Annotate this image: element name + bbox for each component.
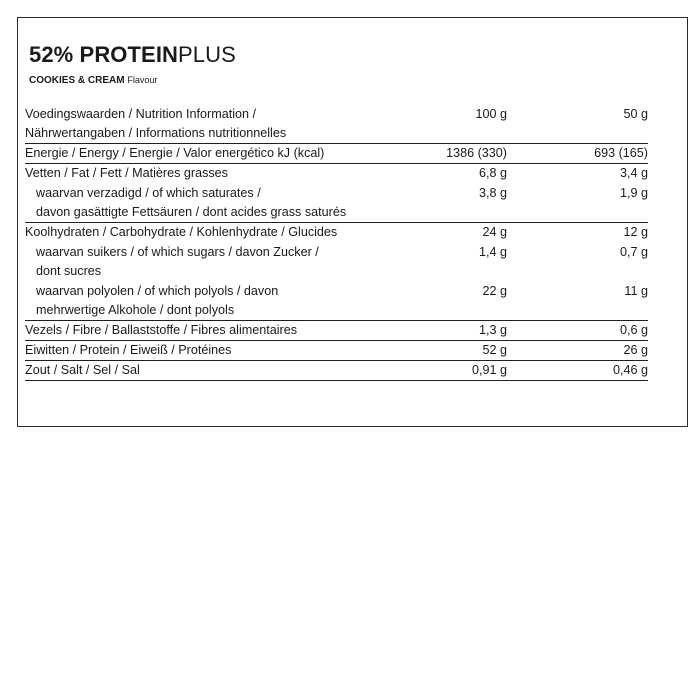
row-value-50g: 693 (165)	[594, 146, 648, 160]
table-row-fat	[25, 164, 648, 184]
product-title-regular: PLUS	[178, 42, 236, 67]
row-label-line1: Energie / Energy / Energie / Valor energético kJ (kcal)	[25, 146, 325, 160]
row-label-line2: mehrwertige Alkohole / dont polyols	[36, 303, 235, 317]
flavour-word: Flavour	[127, 75, 158, 85]
row-label	[25, 341, 427, 360]
row-label-line1: Koolhydraten / Carbohydrate / Kohlenhydrate / Glucides	[25, 225, 338, 239]
header-col-100g: 100 g	[475, 107, 507, 121]
product-title-bold: 52% PROTEIN	[29, 42, 179, 67]
row-value-50g: 3,4 g	[619, 166, 648, 180]
row-value-50g: 0,7 g	[619, 245, 648, 259]
row-value-100g: 22 g	[482, 284, 507, 298]
row-value-100g: 52 g	[482, 343, 507, 357]
row-label	[25, 184, 427, 222]
nutrition-table	[25, 105, 648, 381]
table-row-salt	[25, 361, 648, 381]
product-title	[29, 41, 236, 69]
row-label-line2: davon gasättigte Fettsäuren / dont acides grass saturés	[36, 205, 347, 219]
row-label	[25, 243, 427, 281]
header-label-line2: Nährwertangaben / Informations nutritionnelles	[25, 126, 287, 140]
row-label	[25, 321, 427, 340]
row-value-50g: 11 g	[624, 284, 648, 298]
row-value-50g: 1,9 g	[619, 186, 648, 200]
table-row-polyols	[25, 282, 648, 321]
row-label-line1: Vezels / Fibre / Ballaststoffe / Fibres alimentaires	[25, 323, 298, 337]
header-label	[25, 105, 427, 143]
row-value-100g: 0,91 g	[471, 363, 507, 377]
row-value-100g: 6,8 g	[478, 166, 507, 180]
row-label	[25, 282, 427, 320]
table-header-row	[25, 105, 648, 144]
row-label-line1: Zout / Salt / Sel / Sal	[25, 363, 140, 377]
row-value-100g: 1,3 g	[478, 323, 507, 337]
row-value-50g: 12 g	[623, 225, 648, 239]
row-label	[25, 144, 427, 163]
table-row-protein	[25, 341, 648, 361]
row-value-50g: 0,46 g	[612, 363, 648, 377]
row-label	[25, 223, 427, 242]
row-label	[25, 164, 427, 183]
row-value-50g: 26 g	[623, 343, 648, 357]
table-row-carbohydrate	[25, 223, 648, 243]
row-value-100g: 1386 (330)	[446, 146, 507, 160]
header-label-line1: Voedingswaarden / Nutrition Information /	[25, 107, 257, 121]
row-value-100g: 3,8 g	[478, 186, 507, 200]
row-value-100g: 1,4 g	[478, 245, 507, 259]
flavour-name: COOKIES & CREAM	[29, 75, 125, 86]
row-label-line2: dont sucres	[36, 264, 102, 278]
row-label-line1: Vetten / Fat / Fett / Matières grasses	[25, 166, 228, 180]
row-label-line1: waarvan verzadigd / of which saturates /	[36, 186, 261, 200]
row-value-50g: 0,6 g	[619, 323, 648, 337]
row-label-line1: waarvan polyolen / of which polyols / davon	[36, 284, 279, 298]
row-label-line1: waarvan suikers / of which sugars / davon Zucker /	[36, 245, 319, 259]
table-row-fibre	[25, 321, 648, 341]
table-row-sugars	[25, 243, 648, 282]
row-label-line1: Eiwitten / Protein / Eiweiß / Protéines	[25, 343, 232, 357]
product-flavour	[29, 73, 157, 88]
table-row-saturates	[25, 184, 648, 223]
header-col-50g: 50 g	[623, 107, 648, 121]
row-label	[25, 361, 427, 380]
row-value-100g: 24 g	[482, 225, 507, 239]
table-row-energy	[25, 144, 648, 164]
